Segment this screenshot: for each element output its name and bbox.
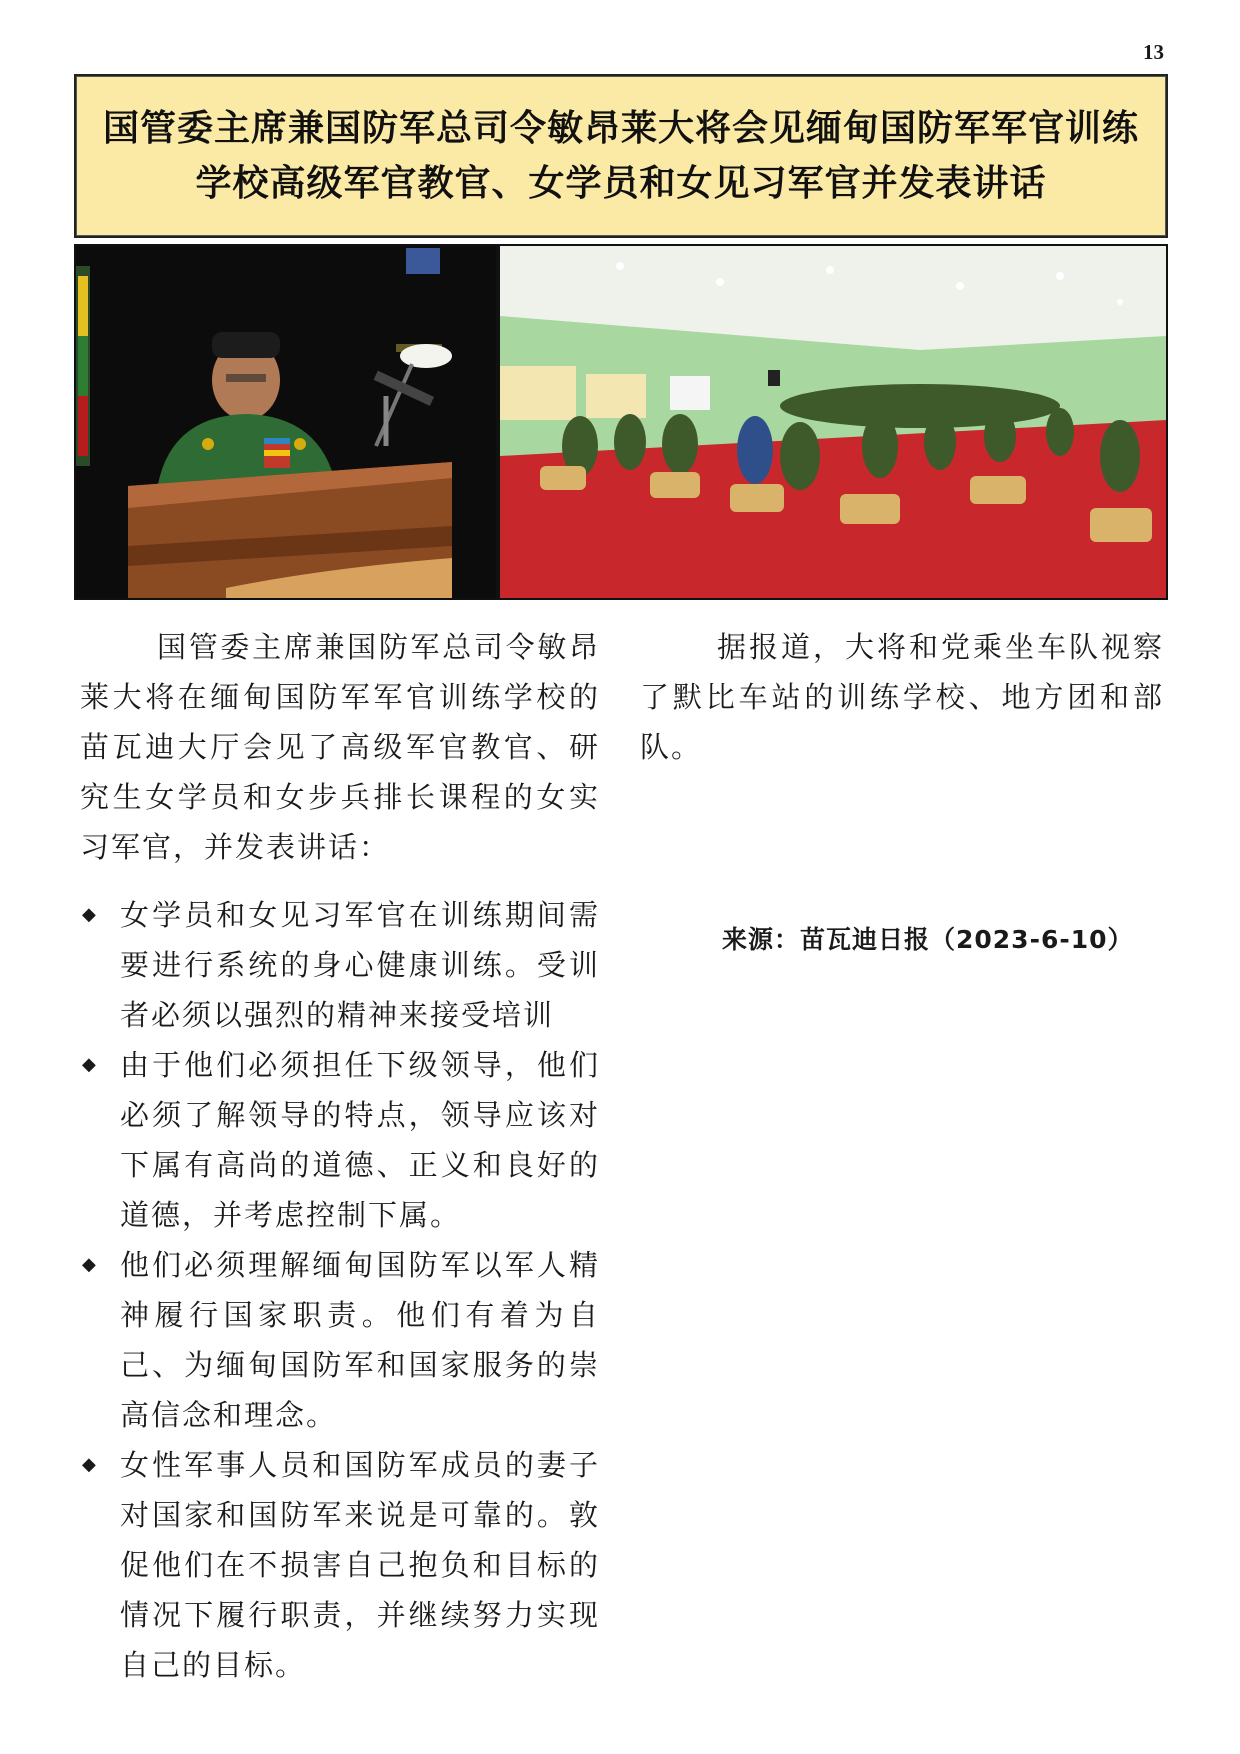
- headline: [103, 101, 1139, 211]
- audience-photo: [500, 246, 1166, 598]
- bullet-text: 由于他们必须担任下级领导，他们必须了解领导的特点，领导应该对下属有高尚的道德、正义和良好的道德，并考虑控制下属。: [120, 1048, 600, 1232]
- speaker-photo-image: [76, 246, 496, 598]
- list-item: [80, 890, 600, 1040]
- article-closing: 据报道，大将和党乘坐车队视察了默比车站的训练学校、地方团和部队。: [640, 630, 1164, 764]
- audience-photo-image: [500, 246, 1166, 598]
- page-number: 13: [1143, 40, 1164, 64]
- source-citation: 来源：苗瓦迪日报（2023-6-10）: [722, 925, 1134, 954]
- list-item: [80, 1240, 600, 1440]
- headline-line-2: 学校高级军官教官、女学员和女见习军官并发表讲话: [195, 163, 1047, 204]
- diamond-bullet-icon: ◆: [82, 904, 98, 925]
- list-item: [80, 1040, 600, 1240]
- photo-strip: [74, 244, 1168, 600]
- diamond-bullet-icon: ◆: [82, 1454, 98, 1475]
- bullet-list: [80, 890, 600, 1690]
- headline-line-1: 国管委主席兼国防军总司令敏昂莱大将会见缅甸国防军军官训练: [102, 108, 1139, 149]
- list-item: [80, 1440, 600, 1690]
- headline-box: [74, 74, 1168, 238]
- diamond-bullet-icon: ◆: [82, 1254, 98, 1275]
- article-intro: 国管委主席兼国防军总司令敏昂莱大将在缅甸国防军军官训练学校的苗瓦迪大厅会见了高级军官教官、研究生女学员和女步兵排长课程的女实习军官，并发表讲话：: [80, 630, 600, 864]
- right-column: [640, 622, 1164, 772]
- bullet-text: 女学员和女见习军官在训练期间需要进行系统的身心健康训练。受训者必须以强烈的精神来接受培训: [120, 898, 600, 1032]
- diamond-bullet-icon: ◆: [82, 1054, 98, 1075]
- speaker-photo: [76, 246, 496, 598]
- bullet-text: 他们必须理解缅甸国防军以军人精神履行国家职责。他们有着为自己、为缅甸国防军和国家服务的崇高信念和理念。: [120, 1248, 600, 1432]
- bullet-text: 女性军事人员和国防军成员的妻子对国家和国防军来说是可靠的。敦促他们在不损害自己抱负和目标的情况下履行职责，并继续努力实现自己的目标。: [120, 1448, 600, 1682]
- left-column: [80, 622, 600, 1690]
